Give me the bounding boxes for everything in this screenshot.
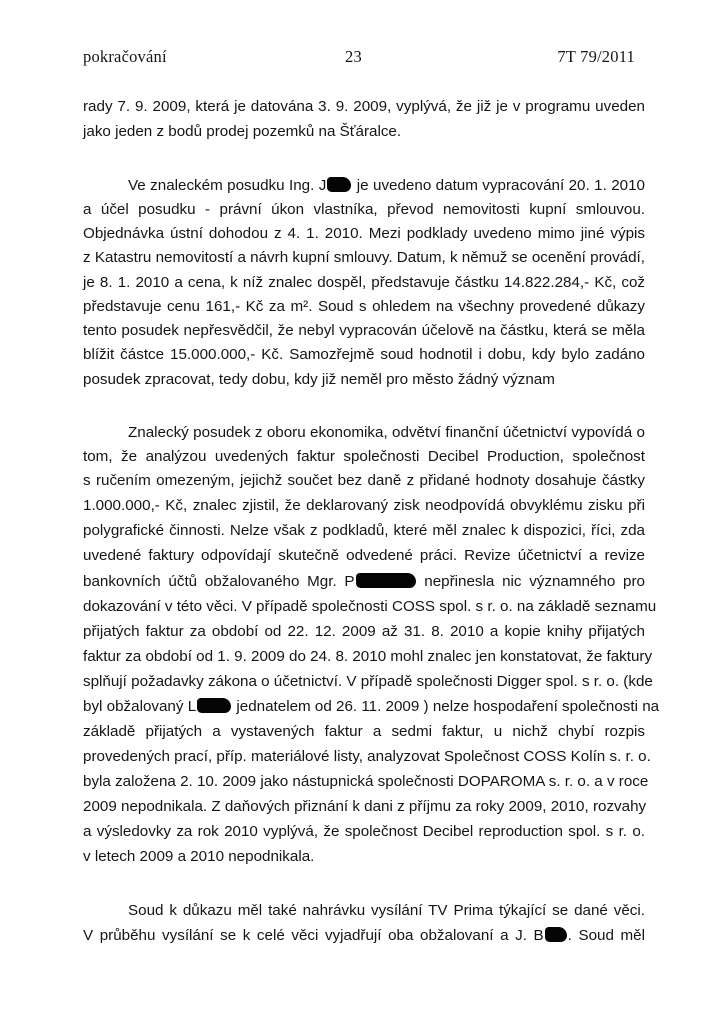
text-line: 2009 nepodnikala. Z daňových přiznání k dani z příjmu za roky 2009, 2010, rozvahy bbox=[83, 798, 647, 815]
text-line: tom, že analýzou uvedených faktur společnosti Decibel Production, společnost bbox=[83, 448, 645, 465]
text-line: Objednávka ústní dohodou z 4. 1. 2010. Mezi podklady uvedeno mimo jiné výpis bbox=[83, 225, 645, 242]
page-header bbox=[0, 40, 727, 70]
text-segment: V průběhu vysílání se k celé věci vyjadřují oba obžalovaní a J. B bbox=[83, 927, 544, 944]
text-line: 1.000.000,- Kč, znalec zjistil, že deklarovaný zisk neodpovídá obvyklému zisku při bbox=[83, 497, 645, 514]
text-line: základě přijatých a vystavených faktur a sedmi faktur, u nichž chybí rozpis bbox=[83, 723, 645, 740]
text-line bbox=[83, 571, 645, 592]
text-line: představuje cenu 161,- Kč za m². Soud s ohledem na všechny provedené důkazy bbox=[83, 298, 645, 315]
text-segment: bankovních účtů obžalovaného Mgr. P bbox=[83, 573, 355, 590]
text-line: a účel posudku - právní úkon vlastníka, převod nemovitosti kupní smlouvou. bbox=[83, 201, 645, 218]
redaction-block bbox=[327, 177, 351, 192]
text-line: byla založena 2. 10. 2009 jako nástupnická společnosti DOPAROMA s. r. o. a v roce bbox=[83, 773, 649, 790]
text-line: dokazování v této věci. V případě společnosti COSS spol. s r. o. na základě seznamu bbox=[83, 598, 657, 615]
text-line: uvedené faktury odpovídají skutečně odvedené práci. Revize účetnictví a revize bbox=[83, 547, 645, 564]
text-line: s ručením omezeným, jejichž součet bez daně z přidané hodnoty dosahuje částky bbox=[83, 472, 645, 489]
text-segment: je uvedeno datum vypracování 20. 1. 2010 bbox=[356, 177, 645, 194]
text-segment: . Soud měl bbox=[567, 927, 645, 944]
text-line: Znalecký posudek z oboru ekonomika, odvětví finanční účetnictví vypovídá o bbox=[128, 424, 645, 441]
text-line bbox=[128, 175, 645, 196]
text-line: blížit částce 15.000.000,- Kč. Samozřejmě soud hodnotil i dobu, kdy bylo zadáno bbox=[83, 346, 645, 363]
text-line: polygrafické činnosti. Nelze však z podkladů, které měl znalec k dispozici, říci, zda bbox=[83, 522, 645, 539]
redaction-block bbox=[197, 698, 231, 713]
text-segment: nepřinesla nic významného pro bbox=[424, 573, 645, 590]
text-line: faktur za období od 1. 9. 2009 do 24. 8. 2010 mohl znalec jen konstatovat, že faktury bbox=[83, 648, 653, 665]
case-number: 7T 79/2011 bbox=[557, 47, 635, 66]
text-line: rady 7. 9. 2009, která je datována 3. 9. 2009, vyplývá, že již je v programu uveden bbox=[83, 98, 645, 115]
text-line: splňují požadavky zákona o účetnictví. V případě společnosti Digger spol. s r. o. (kde bbox=[83, 673, 653, 690]
text-line: posudek zpracovat, tedy dobu, kdy již neměl pro město žádný význam bbox=[83, 371, 555, 388]
redaction-block bbox=[545, 927, 567, 942]
text-line: je 8. 1. 2010 a cena, k níž znalec dospěl, představuje částku 14.822.284,- Kč, což bbox=[83, 274, 645, 291]
text-line: v letech 2009 a 2010 nepodnikala. bbox=[83, 848, 315, 865]
page-number: 23 bbox=[345, 47, 362, 66]
header-continuation: pokračování bbox=[83, 47, 167, 66]
text-line: z Katastru nemovitostí a návrh kupní smlouvy. Datum, k němuž se ocenění provádí, bbox=[83, 249, 645, 266]
text-line: a výsledovky za rok 2010 vyplývá, že společnost Decibel reproduction spol. s r. o. bbox=[83, 823, 645, 840]
text-line: tento posudek nepřesvědčil, že nebyl vypracován účelově na částku, která se měla bbox=[83, 322, 645, 339]
text-line: jako jeden z bodů prodej pozemků na Šťáralce. bbox=[83, 123, 402, 140]
text-line: přijatých faktur za období od 22. 12. 2009 až 31. 8. 2010 a kopie knihy přijatých bbox=[83, 623, 645, 640]
text-segment: Ve znaleckém posudku Ing. J bbox=[128, 177, 327, 194]
text-segment: jednatelem od 26. 11. 2009 ) nelze hospodaření společnosti na bbox=[236, 698, 660, 715]
text-segment: byl obžalovaný L bbox=[83, 698, 197, 715]
text-line: provedených prací, příp. materiálové listy, analyzovat Společnost COSS Kolín s. r. o. bbox=[83, 748, 651, 765]
text-line bbox=[83, 925, 645, 946]
text-line: Soud k důkazu měl také nahrávku vysílání TV Prima týkající se dané věci. bbox=[128, 902, 645, 919]
redaction-block bbox=[356, 573, 416, 588]
text-line bbox=[83, 696, 660, 717]
